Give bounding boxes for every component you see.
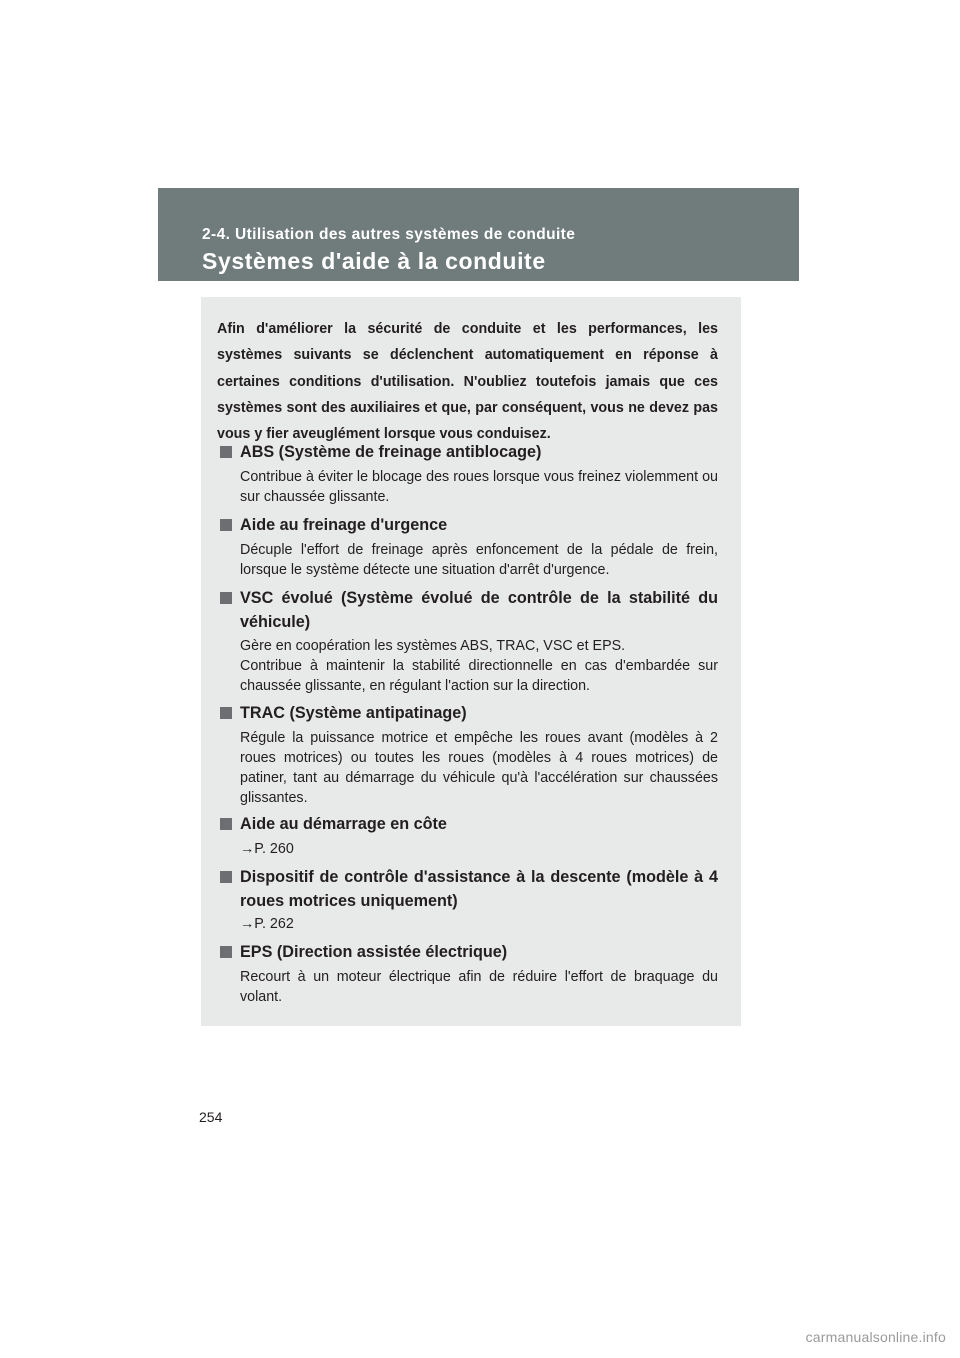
- section-body-vsc: Gère en coopération les systèmes ABS, TRAC, VSC et EPS. Contribue à maintenir la stabilité directionnelle en cas d'embardée sur chaussée glissante, en régulant l'action sur la direction.: [240, 638, 718, 694]
- square-bullet-icon: [220, 871, 232, 883]
- section-body-eps: Recourt à un moteur électrique afin de réduire l'effort de braquage du volant.: [240, 969, 718, 1005]
- page-reference-link[interactable]: →P. 260: [240, 841, 294, 857]
- square-bullet-icon: [220, 946, 232, 958]
- section-subtitle: 2-4. Utilisation des autres systèmes de conduite: [202, 226, 576, 243]
- section-heading-trac: TRAC (Système antipatinage): [220, 701, 718, 725]
- square-bullet-icon: [220, 446, 232, 458]
- page-reference-link[interactable]: →P. 262: [240, 916, 294, 932]
- section-heading-brake-assist: Aide au freinage d'urgence: [220, 513, 718, 537]
- section-heading-vsc: VSC évolué (Système évolué de contrôle de la stabilité du véhicule): [220, 586, 718, 634]
- square-bullet-icon: [220, 592, 232, 604]
- watermark: carmanualsonline.info: [805, 1329, 946, 1345]
- square-bullet-icon: [220, 519, 232, 531]
- page-title: Systèmes d'aide à la conduite: [202, 248, 546, 274]
- section-heading-eps: EPS (Direction assistée électrique): [220, 940, 718, 964]
- section-heading-abs: ABS (Système de freinage antiblocage): [220, 440, 718, 464]
- section-heading-hill-start: Aide au démarrage en côte: [220, 812, 718, 836]
- square-bullet-icon: [220, 818, 232, 830]
- square-bullet-icon: [220, 707, 232, 719]
- chapter-header: [158, 188, 799, 281]
- section-body-trac: Régule la puissance motrice et empêche les roues avant (modèles à 2 roues motrices) ou toutes les roues (modèles à 4 roues motrices) de patiner, tant au démarrage du véhicule qu'à l'accélération sur chaussées glissantes.: [240, 730, 718, 806]
- section-heading-descent-control: Dispositif de contrôle d'assistance à la descente (modèle à 4 roues motrices uniquement): [220, 865, 718, 913]
- section-body-abs: Contribue à éviter le blocage des roues lorsque vous freinez violemment ou sur chaussée glissante.: [240, 469, 718, 505]
- intro-paragraph: Afin d'améliorer la sécurité de conduite et les performances, les systèmes suivants se déclenchent automatiquement en réponse à certaines conditions d'utilisation. N'oubliez toutefois jamais que ces systèmes sont des auxiliaires et que, par conséquent, vous ne devez pas vous y fier aveuglément lorsque vous conduisez.: [217, 321, 718, 443]
- page-number: 254: [199, 1109, 223, 1125]
- section-body-brake-assist: Décuple l'effort de freinage après enfoncement de la pédale de frein, lorsque le système détecte une situation d'arrêt d'urgence.: [240, 542, 718, 578]
